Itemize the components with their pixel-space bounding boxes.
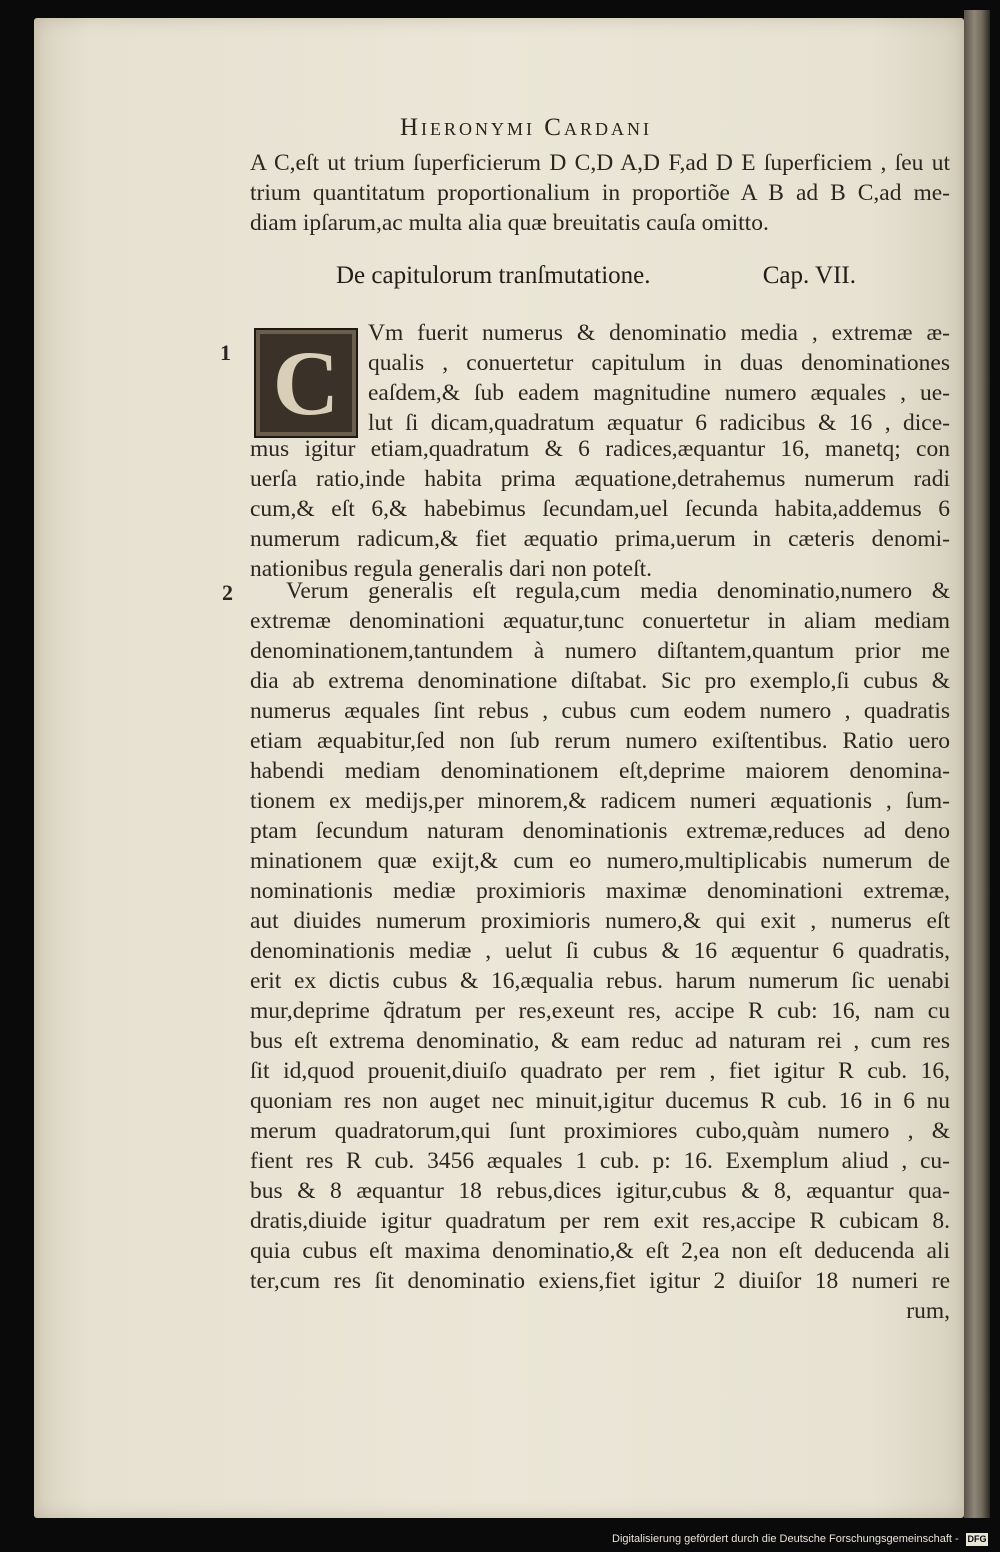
text-line: eaſdem,& ſub eadem magnitudine numero æquales , ue- (368, 380, 950, 406)
text-line: cum,& eſt 6,& habebimus ſecundam,uel ſecunda habita,addemus 6 (250, 496, 950, 522)
chapter-title: De capitulorum tranſmutatione. (336, 262, 651, 289)
text-line: qualis , conuertetur capitulum in duas denominationes (368, 350, 950, 376)
text-line: mur,deprime q̃dratum per res,exeunt res, accipe R cub: 16, nam cu (250, 998, 950, 1024)
text-line: nominationis mediæ proximioris maximæ denominationi extremæ, (250, 878, 950, 904)
text-line: erit ex dictis cubus & 16,æqualia rebus. harum numerum ſic uenabi (250, 968, 950, 994)
text-line: diam ipſarum,ac multa alia quæ breuitatis cauſa omitto. (250, 210, 769, 236)
drop-cap-letter: C (272, 332, 340, 434)
text-line: fient res R cub. 3456 æquales 1 cub. p: 16. Exemplum aliud , cu- (250, 1148, 950, 1174)
text-line: merum quadratorum,qui ſunt proximiores cubo,quàm numero , & (250, 1118, 950, 1144)
paragraph-1-indented (368, 318, 950, 438)
margin-marker: 2 (222, 580, 233, 605)
text-line: lut ſi dicam,quadratum æquatur 6 radicibus & 16 , dice- (368, 410, 950, 436)
text-line: quia cubus eſt maxima denominatio,& eſt 2,ea non eſt deducenda ali (250, 1238, 950, 1264)
running-head: Hieronymi Cardani (400, 114, 652, 141)
text-line: Vm fuerit numerus & denominatio media , extremæ æ- (368, 320, 950, 346)
text-line: minationem quæ exijt,& cum eo numero,multiplicabis numerum de (250, 848, 950, 874)
text-line: ter,cum res ſit denominatio exiens,fiet igitur 2 diuiſor 18 numeri re (250, 1268, 950, 1294)
text-line: ſit id,quod prouenit,diuiſo quadrato per rem , fiet igitur R cub. 16, (250, 1058, 950, 1084)
text-line: nationibus regula generalis dari non poteſt. (250, 556, 653, 582)
text-line: dia ab extrema denominatione diſtabat. Sic pro exemplo,ſi cubus & (250, 668, 950, 694)
text-line: uerſa ratio,inde habita prima æquatione,detrahemus numerum radi (250, 466, 950, 492)
margin-marker: 1 (220, 340, 231, 365)
text-line: numerus æquales ſint rebus , cubus cum eodem numero , quadratis (250, 698, 950, 724)
page-edge (964, 10, 990, 1518)
intro-paragraph (250, 148, 950, 238)
text-line: Verum generalis eſt regula,cum media denominatio,numero & (286, 578, 950, 604)
chapter-number: Cap. VII. (762, 262, 856, 289)
text-line: denominationem,tantundem à numero diſtantem,quantum prior me (250, 638, 950, 664)
text-line: tionem ex medijs,per minorem,& radicem numeri æquationis , ſum- (250, 788, 950, 814)
text-line: extremæ denominationi æquatur,tunc conuertetur in aliam mediam (250, 608, 950, 634)
text-line: quoniam res non auget nec minuit,igitur ducemus R cub. 16 in 6 nu (250, 1088, 950, 1114)
drop-cap-initial (254, 328, 358, 438)
text-line: habendi mediam denominationem eſt,deprime maiorem denomina- (250, 758, 950, 784)
text-line: numerum radicum,& fiet æquatio prima,uerum in cæteris denomi- (250, 526, 950, 552)
text-line: bus & 8 æquantur 18 rebus,dices igitur,cubus & 8, æquantur qua- (250, 1178, 950, 1204)
text-line: dratis,diuide igitur quadratum per rem exit res,accipe R cubicam 8. (250, 1208, 950, 1234)
catchword: rum, (906, 1298, 950, 1324)
dfg-logo: DFG (967, 1534, 987, 1544)
text-line: A C,eſt ut trium ſuperficierum D C,D A,D F,ad D E ſuperficiem , ſeu ut (250, 150, 950, 176)
text-line: mus igitur etiam,quadratum & 6 radices,æquantur 16, manetq; con (250, 436, 950, 462)
text-line: bus eſt extrema denominatio, & eam reduc ad naturam rei , cum res (250, 1028, 950, 1054)
paragraph-2 (250, 576, 950, 1326)
text-line: etiam æquabitur,ſed non ſub rerum numero exiſtentibus. Ratio uero (250, 728, 950, 754)
text-line: denominationis mediæ , uelut ſi cubus & 16 æquentur 6 quadratis, (250, 938, 950, 964)
paragraph-1 (250, 434, 950, 584)
chapter-heading (336, 262, 856, 290)
text-line: ptam ſecundum naturam denominationis extremæ,reduces ad deno (250, 818, 950, 844)
digitization-credit: Digitalisierung gefördert durch die Deutsche Forschungsgemeinschaft - (612, 1533, 959, 1545)
text-line: trium quantitatum proportionalium in proportiõe A B ad B C,ad me- (250, 180, 950, 206)
text-line: aut diuides numerum proximioris numero,& qui exit , numerus eſt (250, 908, 950, 934)
